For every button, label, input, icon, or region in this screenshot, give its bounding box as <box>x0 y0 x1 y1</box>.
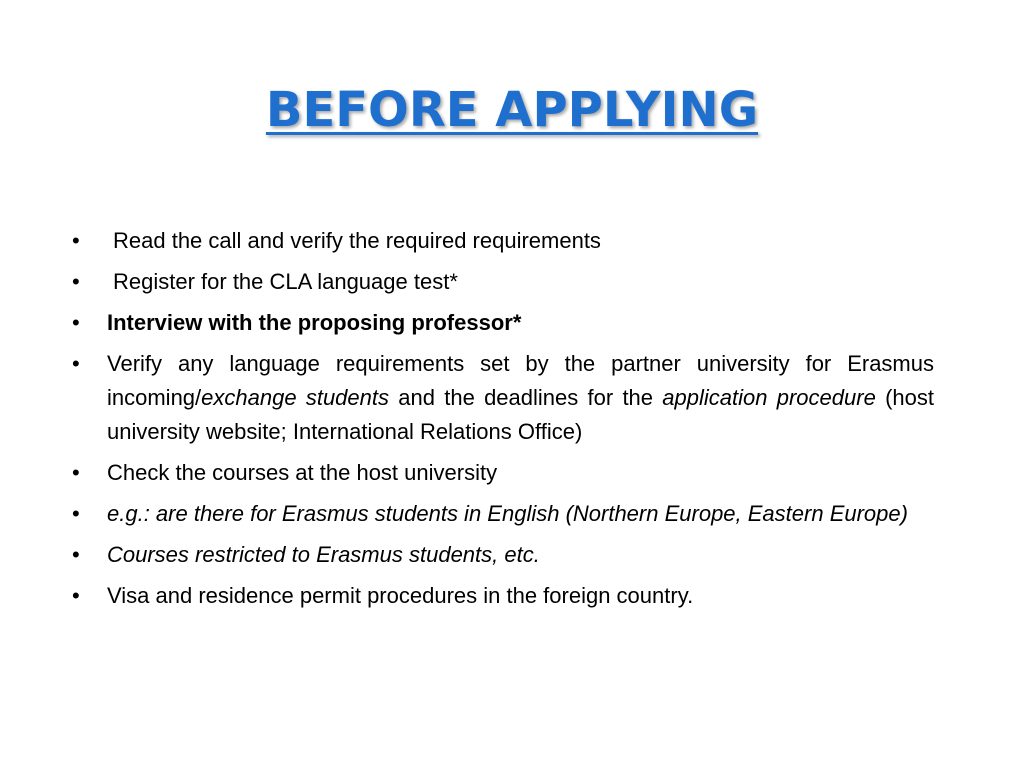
bullet-icon: • <box>72 583 80 608</box>
bullet-icon: • <box>72 460 80 485</box>
bullet-item <box>70 306 934 340</box>
italic-segment: exchange students <box>201 385 389 410</box>
bullet-item <box>70 224 934 258</box>
bullet-icon: • <box>72 351 80 376</box>
bullet-text: Read the call and verify the required requirements <box>113 228 601 253</box>
bullet-icon: • <box>72 228 80 253</box>
italic-segment: application procedure <box>662 385 876 410</box>
bullet-text: Check the courses at the host university <box>107 460 498 485</box>
text-segment: (host university website; International Relations Office) <box>107 385 934 444</box>
bullet-item <box>70 579 934 613</box>
bullet-item <box>70 456 934 490</box>
bullet-text: Courses restricted to Erasmus students, etc. <box>107 542 540 567</box>
bullet-text: Interview with the proposing professor* <box>107 310 522 335</box>
bullet-item <box>70 347 934 449</box>
bullet-text: Register for the CLA language test* <box>113 269 458 294</box>
bullet-text: Visa and residence permit procedures in the foreign country. <box>107 583 694 608</box>
slide-title: BEFORE APPLYING <box>265 82 759 138</box>
text-segment: and the deadlines for the <box>389 385 663 410</box>
bullet-item <box>70 497 934 531</box>
bullet-icon: • <box>72 542 80 567</box>
bullet-icon: • <box>72 501 80 526</box>
text-segment: Verify any language requirements set by the partner university for Erasmus incoming/ <box>107 351 934 410</box>
bullet-text <box>107 347 934 449</box>
bullet-item <box>70 265 934 299</box>
bullet-icon: • <box>72 310 80 335</box>
bullet-list <box>70 224 934 620</box>
bullet-icon: • <box>72 269 80 294</box>
bullet-item <box>70 538 934 572</box>
bullet-text: e.g.: are there for Erasmus students in English (Northern Europe, Eastern Europe) <box>107 501 908 526</box>
